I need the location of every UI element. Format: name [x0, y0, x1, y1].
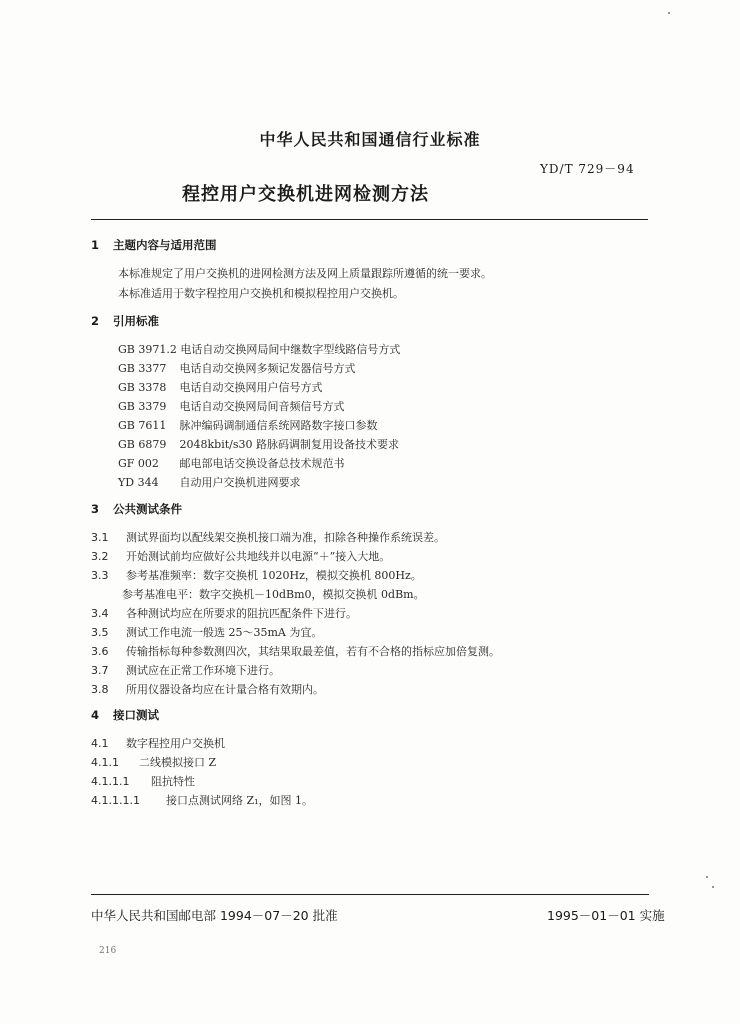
clause-item [91, 548, 390, 564]
reference-item [118, 398, 345, 414]
issuing-organization: 中华人民共和国通信行业标准 [259, 130, 481, 149]
reference-title: 电话自动交换网多频记发器信号方式 [179, 362, 356, 375]
reference-title: 自动用户交换机进网要求 [179, 476, 301, 489]
clause-text: 各种测试均应在所要求的阻抗匹配条件下进行。 [126, 607, 357, 620]
footer-rule [91, 894, 649, 895]
clause-text: 阻抗特性 [151, 775, 195, 788]
clause-item [91, 643, 500, 659]
clause-number: 3.8 [91, 683, 109, 696]
clause-text: 测试界面均以配线架交换机接口端为准，扣除各种操作系统误差。 [126, 531, 445, 544]
clause-text: 数字程控用户交换机 [126, 737, 225, 750]
section-number: 3 [91, 502, 100, 516]
paragraph: 本标准适用于数字程控用户交换机和模拟程控用户交换机。 [118, 287, 404, 300]
reference-code: GB 3379 [118, 400, 167, 413]
clause-text: 测试工作电流一般选 25～35mA 为宜。 [126, 626, 323, 639]
clause-number: 4.1.1.1 [91, 775, 130, 788]
section-title: 主题内容与适用范围 [113, 238, 217, 252]
clause-number: 3.2 [91, 550, 109, 563]
scan-speck [668, 12, 670, 14]
reference-item [118, 417, 378, 433]
reference-title: 脉冲编码调制通信系统网路数字接口参数 [179, 419, 378, 432]
approval-date: 中华人民共和国邮电部 1994－07－20 批准 [91, 908, 338, 923]
reference-item [118, 379, 323, 395]
clause-text: 参考基准电平：数字交换机－10dBm0，模拟交换机 0dBm。 [122, 588, 425, 601]
scan-speck [706, 876, 708, 878]
header-rule [91, 219, 648, 220]
clause-text: 接口点测试网络 Z₁，如图 1。 [166, 794, 314, 807]
reference-code: GF 002 [118, 457, 159, 470]
clause-item [91, 681, 324, 697]
reference-code: GB 7611 [118, 419, 167, 432]
section-number: 1 [91, 238, 100, 252]
reference-item [118, 436, 399, 452]
reference-title: 邮电部电话交换设备总技术规范书 [179, 457, 345, 470]
reference-title: 电话自动交换网局间中继数字型线路信号方式 [180, 343, 401, 356]
clause-item [91, 792, 313, 808]
reference-item [118, 341, 400, 357]
scan-speck [712, 886, 714, 888]
clause-number: 4.1 [91, 737, 109, 750]
standard-number: YD/T 729－94 [540, 162, 635, 176]
paragraph: 本标准规定了用户交换机的进网检测方法及网上质量跟踪所遵循的统一要求。 [118, 267, 492, 280]
document-title: 程控用户交换机进网检测方法 [182, 184, 429, 205]
page-number: 216 [99, 946, 117, 956]
reference-title: 电话自动交换网用户信号方式 [179, 381, 323, 394]
reference-code: GB 3378 [118, 381, 167, 394]
clause-item [91, 567, 422, 583]
reference-title: 2048kbit/s30 路脉码调制复用设备技术要求 [179, 438, 399, 451]
reference-item [118, 455, 345, 471]
reference-item [118, 474, 301, 490]
reference-item [118, 360, 356, 376]
clause-text: 二线模拟接口 Z [139, 756, 217, 769]
clause-number: 4.1.1.1.1 [91, 794, 140, 807]
clause-item [91, 605, 357, 621]
clause-text: 所用仪器设备均应在计量合格有效期内。 [126, 683, 324, 696]
clause-text: 参考基准频率：数字交换机 1020Hz，模拟交换机 800Hz。 [126, 569, 422, 582]
reference-code: YD 344 [118, 476, 159, 489]
reference-title: 电话自动交换网局间音频信号方式 [179, 400, 345, 413]
reference-code: GB 3971.2 [118, 343, 177, 356]
section-4-heading [91, 707, 159, 723]
section-title: 接口测试 [113, 708, 159, 722]
section-number: 2 [91, 314, 100, 328]
section-1-heading [91, 237, 217, 253]
clause-number: 3.6 [91, 645, 109, 658]
clause-item [91, 754, 216, 770]
clause-number: 3.3 [91, 569, 109, 582]
section-3-heading [91, 501, 182, 517]
clause-text: 开始测试前均应做好公共地线并以电源“＋”接入大地。 [126, 550, 391, 563]
section-title: 公共测试条件 [113, 502, 182, 516]
clause-number: 3.4 [91, 607, 109, 620]
clause-number: 3.1 [91, 531, 109, 544]
clause-item [91, 662, 280, 678]
section-number: 4 [91, 708, 100, 722]
clause-number: 3.7 [91, 664, 109, 677]
clause-number: 3.5 [91, 626, 109, 639]
reference-code: GB 6879 [118, 438, 167, 451]
clause-item [91, 735, 225, 751]
clause-text: 传输指标每种参数测四次，其结果取最差值，若有不合格的指标应加倍复测。 [126, 645, 500, 658]
effective-date: 1995－01－01 实施 [547, 908, 665, 923]
section-2-heading [91, 313, 159, 329]
clause-item [91, 529, 445, 545]
section-title: 引用标准 [113, 314, 159, 328]
clause-item [91, 586, 425, 602]
clause-item [91, 773, 195, 789]
reference-code: GB 3377 [118, 362, 167, 375]
clause-text: 测试应在正常工作环境下进行。 [126, 664, 280, 677]
clause-item [91, 624, 322, 640]
clause-number: 4.1.1 [91, 756, 119, 769]
